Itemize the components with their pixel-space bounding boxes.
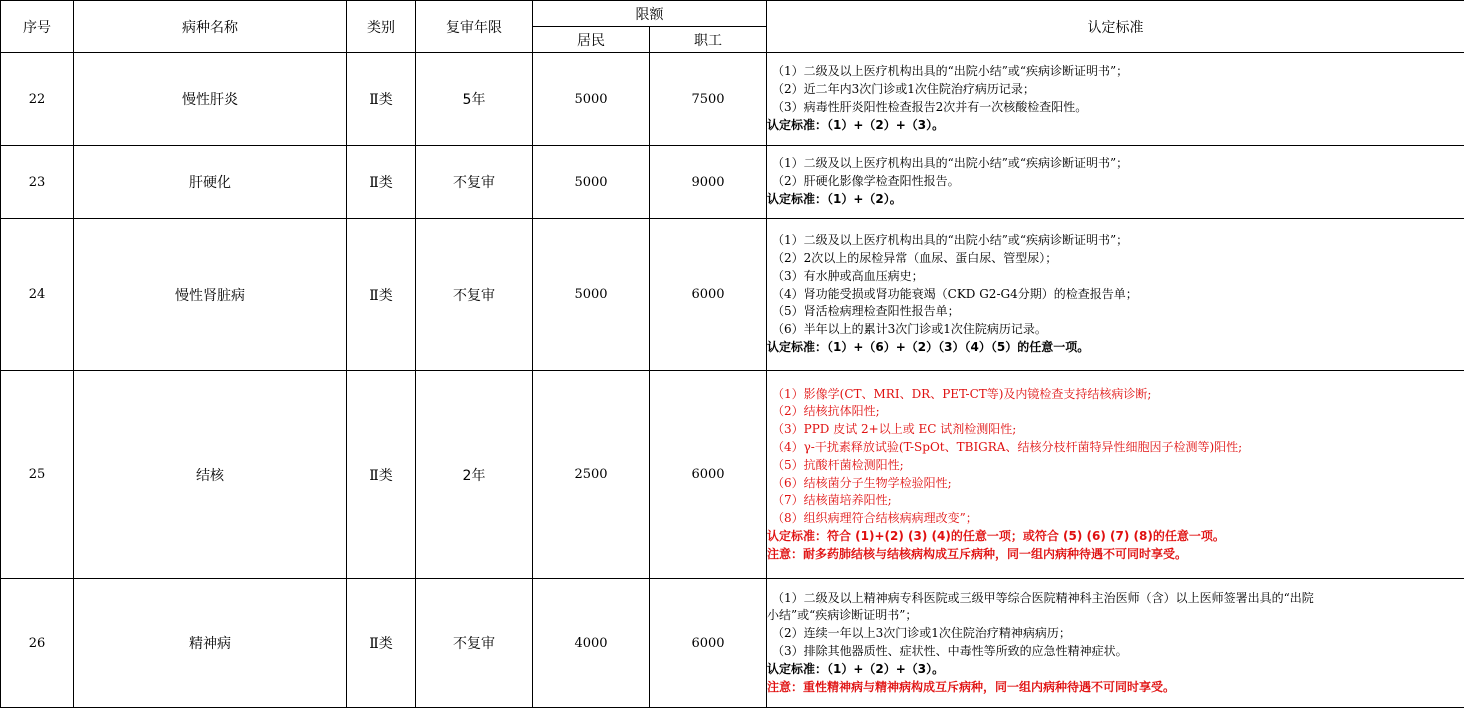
criteria-line: （1）影像学(CT、MRI、DR、PET-CT等)及内镜检查支持结核病诊断; xyxy=(767,386,1464,404)
criteria-line: （2）近二年内3次门诊或1次住院治疗病历记录； xyxy=(767,81,1464,99)
row-resident-limit: 5000 xyxy=(533,219,650,371)
header-category: 类别 xyxy=(347,1,416,53)
row-category: Ⅱ类 xyxy=(347,579,416,708)
criteria-line: （1）二级及以上医疗机构出具的“出院小结”或“疾病诊断证明书”； xyxy=(767,63,1464,81)
row-disease-name: 慢性肾脏病 xyxy=(74,219,347,371)
row-seq: 23 xyxy=(1,146,74,219)
header-employee: 职工 xyxy=(650,27,767,53)
criteria-line: （3）PPD 皮试 2+以上或 EC 试剂检测阳性; xyxy=(767,421,1464,439)
row-criteria xyxy=(767,53,1464,146)
criteria-line: 小结”或“疾病诊断证明书”； xyxy=(767,607,1464,625)
row-employee-limit: 6000 xyxy=(650,579,767,708)
header-row xyxy=(1,1,1464,27)
row-employee-limit: 6000 xyxy=(650,219,767,371)
row-review-period: 不复审 xyxy=(416,219,533,371)
criteria-line: （8）组织病理符合结核病病理改变”； xyxy=(767,510,1464,528)
row-seq: 25 xyxy=(1,371,74,579)
table-row xyxy=(1,219,1464,371)
criteria-line: （2）肝硬化影像学检查阳性报告。 xyxy=(767,173,1464,191)
criteria-line: （4）γ-干扰素释放试验(T-SpOt、TBIGRA、结核分枝杆菌特异性细胞因子检测等)阳性; xyxy=(767,439,1464,457)
row-disease-name: 肝硬化 xyxy=(74,146,347,219)
criteria-line: （5）抗酸杆菌检测阳性; xyxy=(767,457,1464,475)
row-review-period: 2年 xyxy=(416,371,533,579)
row-employee-limit: 6000 xyxy=(650,371,767,579)
row-seq: 24 xyxy=(1,219,74,371)
criteria-line: （3）病毒性肝炎阳性检查报告2次并有一次核酸检查阳性。 xyxy=(767,99,1464,117)
row-resident-limit: 4000 xyxy=(533,579,650,708)
table-row xyxy=(1,579,1464,708)
header-criteria: 认定标准 xyxy=(767,1,1464,53)
table-row xyxy=(1,146,1464,219)
criteria-line: （1）二级及以上医疗机构出具的“出院小结”或“疾病诊断证明书”； xyxy=(767,232,1464,250)
header-seq: 序号 xyxy=(1,1,74,53)
row-resident-limit: 5000 xyxy=(533,146,650,219)
row-resident-limit: 2500 xyxy=(533,371,650,579)
header-limit: 限额 xyxy=(533,1,767,27)
row-employee-limit: 9000 xyxy=(650,146,767,219)
criteria-line: （2）连续一年以上3次门诊或1次住院治疗精神病病历； xyxy=(767,625,1464,643)
row-disease-name: 结核 xyxy=(74,371,347,579)
header-review-period: 复审年限 xyxy=(416,1,533,53)
row-review-period: 不复审 xyxy=(416,579,533,708)
row-category: Ⅱ类 xyxy=(347,146,416,219)
criteria-line: （6）半年以上的累计3次门诊或1次住院病历记录。 xyxy=(767,321,1464,339)
row-category: Ⅱ类 xyxy=(347,219,416,371)
criteria-line: （3）排除其他器质性、症状性、中毒性等所致的应急性精神症状。 xyxy=(767,643,1464,661)
row-seq: 26 xyxy=(1,579,74,708)
criteria-standard: 认定标准：符合 (1)+(2) (3) (4)的任意一项；或符合 (5) (6) (7) (8)的任意一项。 xyxy=(767,528,1464,546)
criteria-standard: 认定标准：（1）+（2）。 xyxy=(767,191,1464,209)
row-review-period: 不复审 xyxy=(416,146,533,219)
row-category: Ⅱ类 xyxy=(347,53,416,146)
row-criteria xyxy=(767,371,1464,579)
table-row xyxy=(1,53,1464,146)
row-category: Ⅱ类 xyxy=(347,371,416,579)
row-criteria xyxy=(767,146,1464,219)
row-disease-name: 精神病 xyxy=(74,579,347,708)
row-resident-limit: 5000 xyxy=(533,53,650,146)
criteria-standard: 认定标准：（1）+（2）+（3）。 xyxy=(767,661,1464,679)
criteria-note: 注意：耐多药肺结核与结核病构成互斥病种，同一组内病种待遇不可同时享受。 xyxy=(767,546,1464,564)
criteria-line: （3）有水肿或高血压病史； xyxy=(767,268,1464,286)
row-criteria xyxy=(767,579,1464,708)
criteria-line: （1）二级及以上精神病专科医院或三级甲等综合医院精神科主治医师（含）以上医师签署出具的“出院 xyxy=(767,590,1464,608)
criteria-line: （1）二级及以上医疗机构出具的“出院小结”或“疾病诊断证明书”； xyxy=(767,155,1464,173)
row-seq: 22 xyxy=(1,53,74,146)
criteria-standard: 认定标准：（1）+（6）+（2）（3）（4）（5）的任意一项。 xyxy=(767,339,1464,357)
row-disease-name: 慢性肝炎 xyxy=(74,53,347,146)
row-criteria xyxy=(767,219,1464,371)
criteria-line: （7）结核菌培养阳性; xyxy=(767,492,1464,510)
criteria-standard: 认定标准：（1）+（2）+（3）。 xyxy=(767,117,1464,135)
header-disease-name: 病种名称 xyxy=(74,1,347,53)
criteria-line: （2）结核抗体阳性; xyxy=(767,403,1464,421)
header-resident: 居民 xyxy=(533,27,650,53)
row-employee-limit: 7500 xyxy=(650,53,767,146)
criteria-line: （4）肾功能受损或肾功能衰竭（CKD G2-G4分期）的检查报告单； xyxy=(767,286,1464,304)
criteria-line: （2）2次以上的尿检异常（血尿、蛋白尿、管型尿）； xyxy=(767,250,1464,268)
criteria-note: 注意：重性精神病与精神病构成互斥病种，同一组内病种待遇不可同时享受。 xyxy=(767,679,1464,697)
table-row xyxy=(1,371,1464,579)
row-review-period: 5年 xyxy=(416,53,533,146)
criteria-line: （5）肾活检病理检查阳性报告单； xyxy=(767,303,1464,321)
criteria-line: （6）结核菌分子生物学检验阳性; xyxy=(767,475,1464,493)
